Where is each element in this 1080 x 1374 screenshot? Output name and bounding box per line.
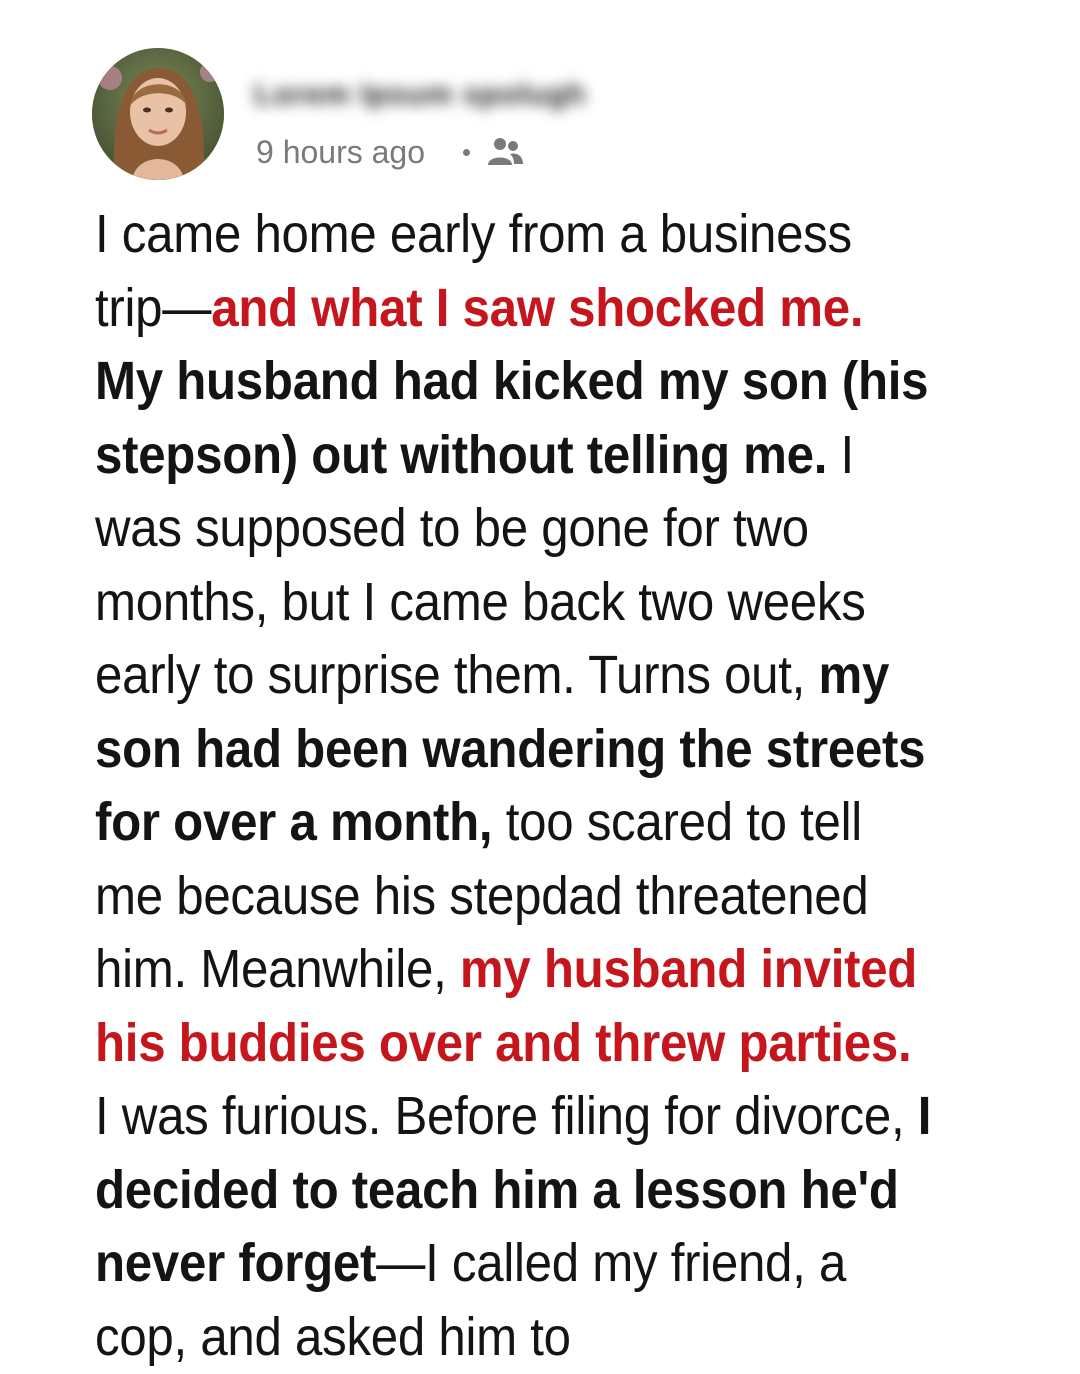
body-segment-bold: My husband had kicked my son (his stepson) out without telling me.	[95, 352, 929, 485]
avatar[interactable]	[92, 48, 224, 180]
friends-icon[interactable]	[486, 135, 524, 169]
post-timestamp[interactable]: 9 hours ago	[256, 133, 426, 170]
body-segment-normal: I came home early from a business trip—	[95, 205, 852, 338]
body-segment-normal: too scared to tell me because his stepdad threatened him. Meanwhile,	[95, 793, 869, 999]
separator-dot	[463, 149, 470, 156]
body-segment-red: my husband invited his buddies over and threw parties.	[95, 940, 918, 1073]
body-segment-normal: —I called my friend, a cop, and asked him to	[95, 1234, 847, 1367]
author-name[interactable]: Lorem Ipsum spolugh	[254, 78, 587, 111]
body-segment-bold: I decided to teach him a lesson he'd never forget	[95, 1087, 932, 1293]
body-segment-bold: my son had been wandering the streets for over a month,	[95, 646, 926, 852]
body-segment-normal: I was furious. Before filing for divorce,	[95, 1087, 918, 1146]
body-segment-red: and what I saw shocked me.	[211, 278, 864, 338]
body-segment-normal: I was supposed to be gone for two months, but I came back two weeks early to surprise them. Turns out,	[95, 425, 866, 705]
post-header	[92, 48, 992, 180]
post-body	[95, 198, 932, 1374]
post-meta	[256, 132, 524, 172]
avatar-image	[92, 48, 224, 180]
